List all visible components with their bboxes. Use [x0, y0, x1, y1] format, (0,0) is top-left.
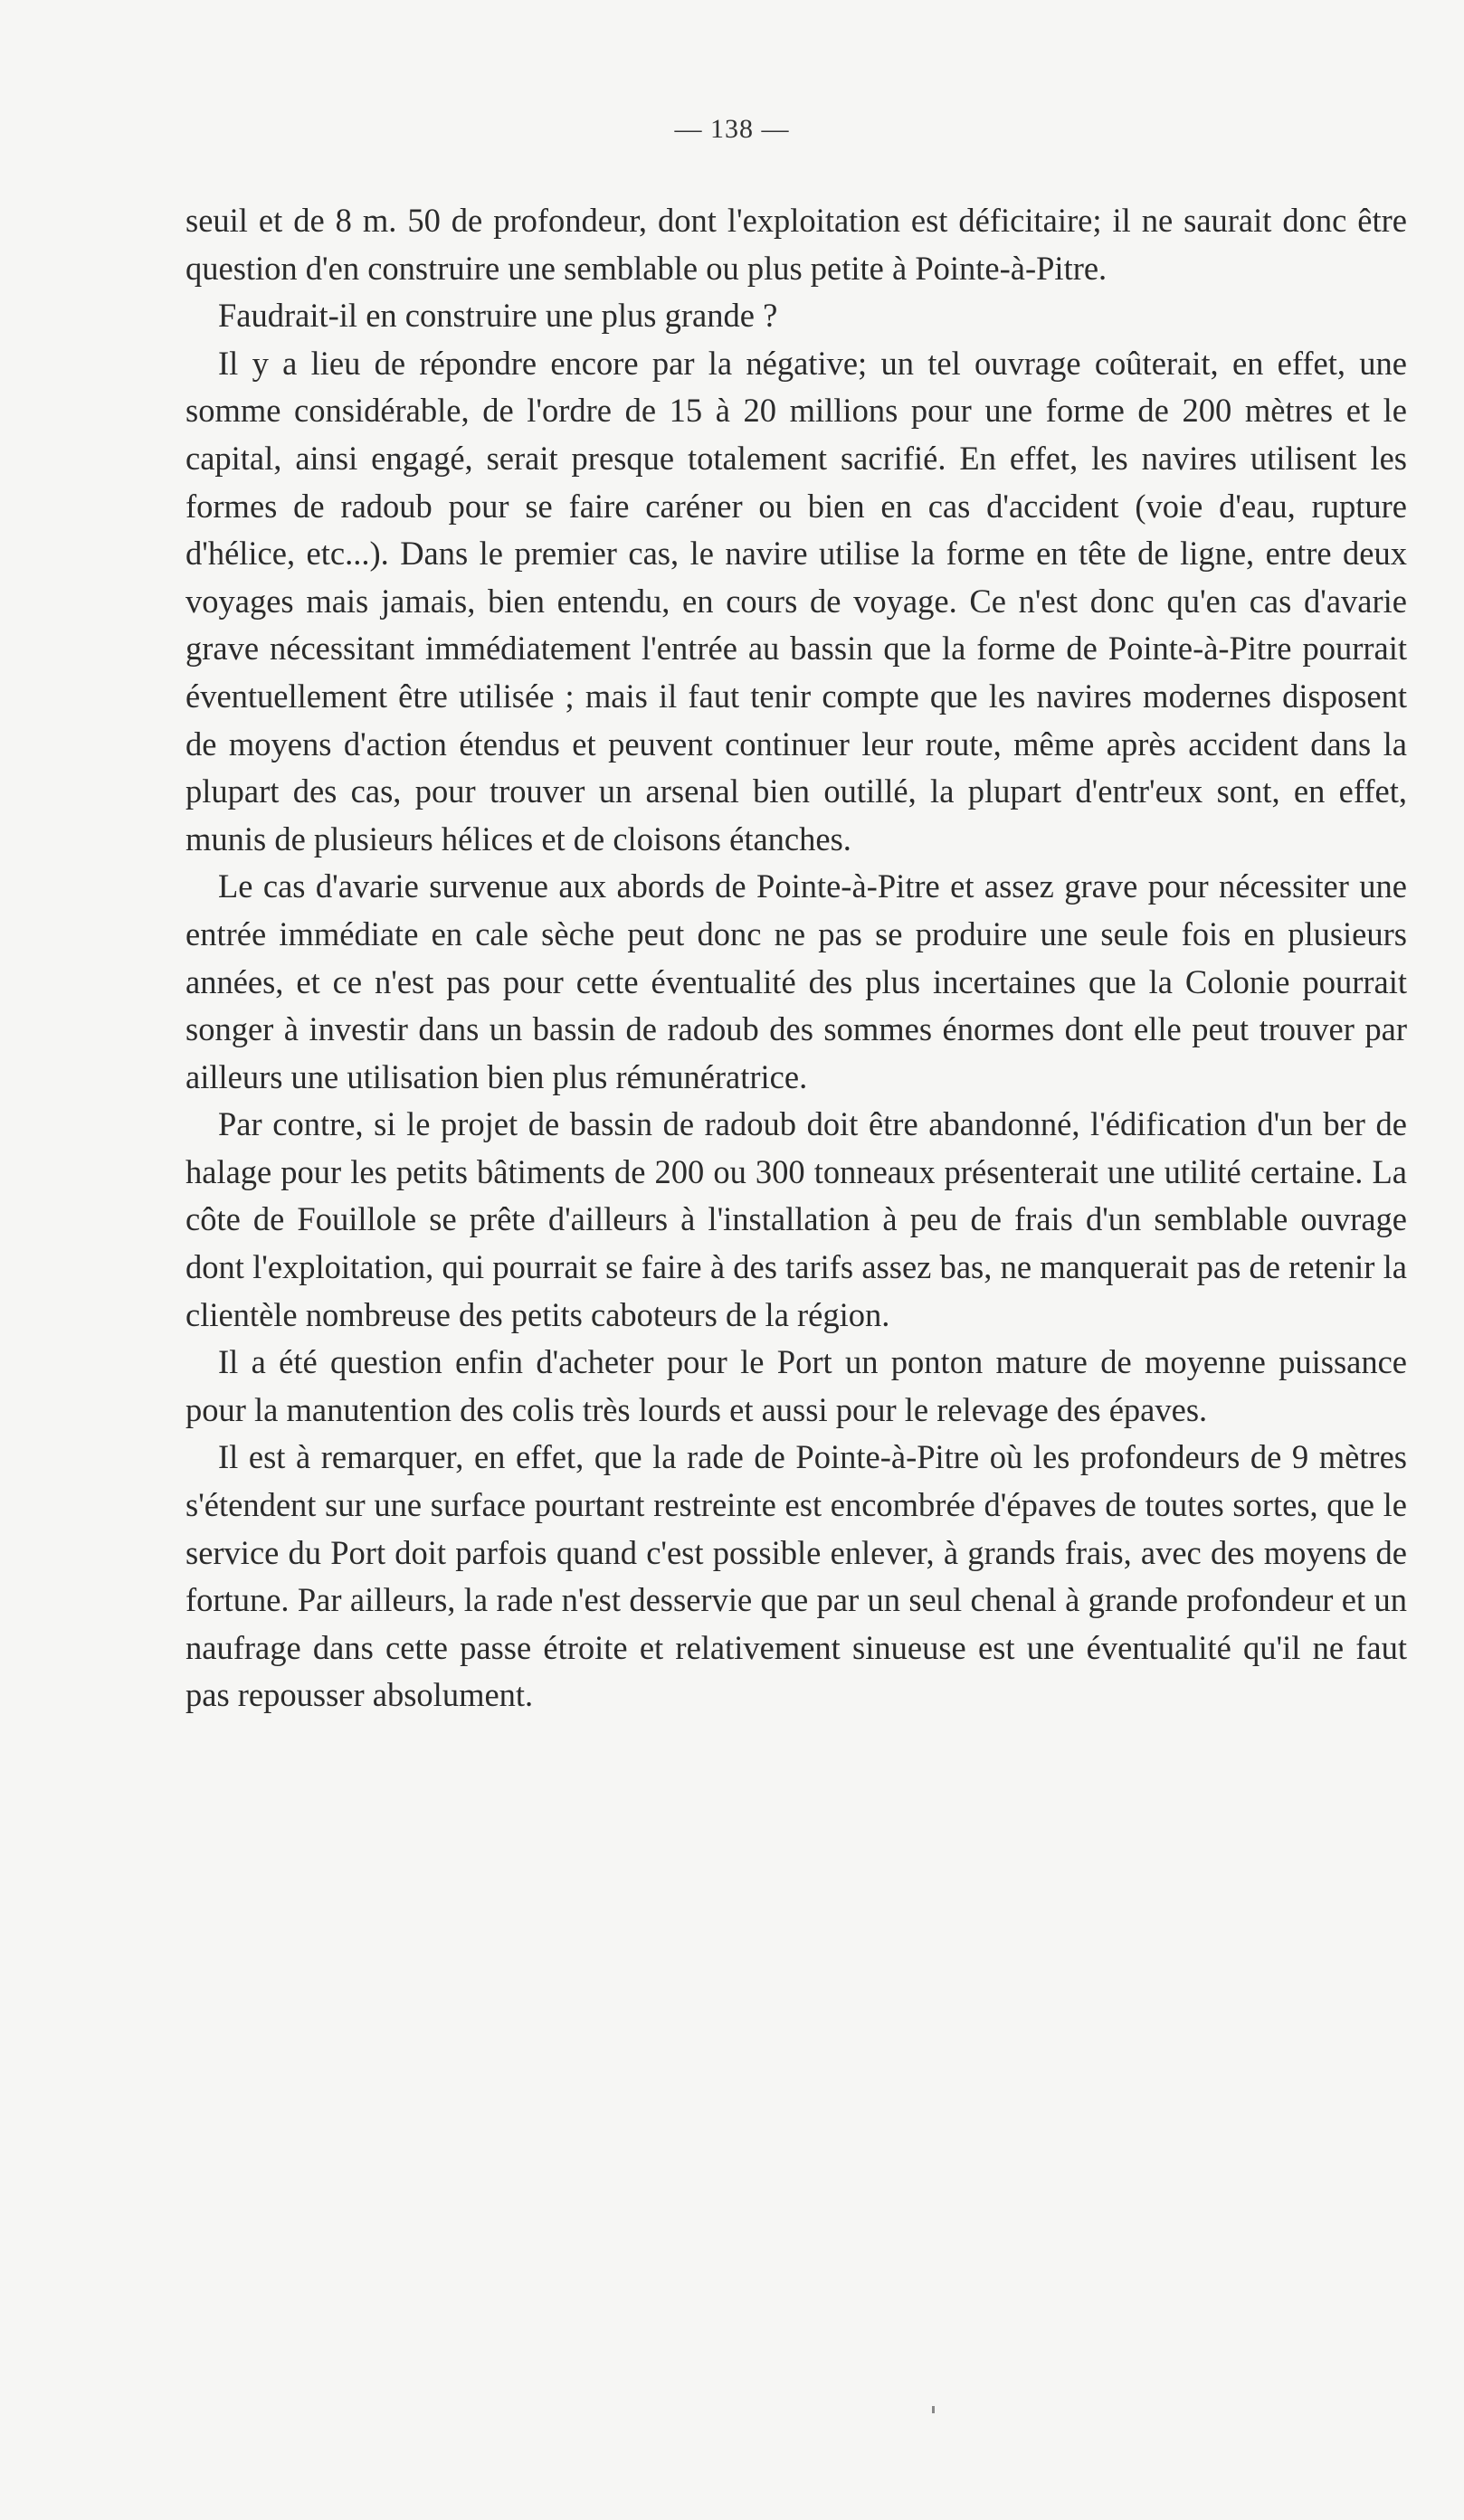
page-number: — 138 —	[674, 114, 790, 144]
paragraph-1: seuil et de 8 m. 50 de profondeur, dont l'exploitation est déficitaire; il ne saurait donc être question d'en construire une semblable ou plus petite à Pointe-à-Pitre.	[185, 202, 1407, 287]
print-speck	[932, 2406, 935, 2413]
paragraph-2: Faudrait-il en construire une plus grande ?	[218, 297, 778, 335]
paragraph-4: Le cas d'avarie survenue aux abords de Pointe-à-Pitre et assez grave pour nécessiter une entrée immédiate en cale sèche peut donc ne pas se produire une seule fois en plusieurs années, et ce n'est pas pour cette éventualité des plus incertaines que la Colonie pourrait songer à investir dans un bassin de radoub des sommes énormes dont elle peut trouver par ailleurs une utilisation bien plus rémunératrice.	[185, 867, 1407, 1095]
paragraph-3: Il y a lieu de répondre encore par la négative; un tel ouvrage coûterait, en effet, une somme considérable, de l'ordre de 15 à 20 millions pour une forme de 200 mètres et le capital, ainsi engagé, serait presque totalement sacrifié. En effet, les navires utilisent les formes de radoub pour se faire caréner ou bien en cas d'accident (voie d'eau, rupture d'hélice, etc...). Dans le premier cas, le navire utilise la forme en tête de ligne, entre deux voyages mais jamais, bien entendu, en cours de voyage. Ce n'est donc qu'en cas d'avarie grave nécessitant immédiatement l'entrée au bassin que la forme de Pointe-à-Pitre pourrait éventuellement être utilisée ; mais il faut tenir compte que les navires modernes disposent de moyens d'action étendus et peuvent continuer leur route, même après accident dans la plupart des cas, pour trouver un arsenal bien outillé, la plupart d'entr'eux sont, en effet, munis de plusieurs hélices et de cloisons étanches.	[185, 344, 1407, 857]
body-text	[185, 197, 1407, 1719]
paragraph-6: Il a été question enfin d'acheter pour le Port un ponton mature de moyenne puissance pour la manutention des colis très lourds et aussi pour le relevage des épaves.	[185, 1343, 1407, 1428]
paragraph-7: Il est à remarquer, en effet, que la rade de Pointe-à-Pitre où les profondeurs de 9 mètres s'étendent sur une surface pourtant restreinte est encombrée d'épaves de toutes sortes, que le service du Port doit parfois quand c'est possible enlever, à grands frais, avec des moyens de fortune. Par ailleurs, la rade n'est desservie que par un seul chenal à grande profondeur et un naufrage dans cette passe étroite et relativement sinueuse est une éventualité qu'il ne faut pas repousser absolument.	[185, 1438, 1407, 1714]
paragraph-5: Par contre, si le projet de bassin de radoub doit être abandonné, l'édification d'un ber de halage pour les petits bâtiments de 200 ou 300 tonneaux présenterait une utilité certaine. La côte de Fouillole se prête d'ailleurs à l'installation à peu de frais d'un semblable ouvrage dont l'exploitation, qui pourrait se faire à des tarifs assez bas, ne manquerait pas de retenir la clientèle nombreuse des petits caboteurs de la région.	[185, 1105, 1407, 1333]
